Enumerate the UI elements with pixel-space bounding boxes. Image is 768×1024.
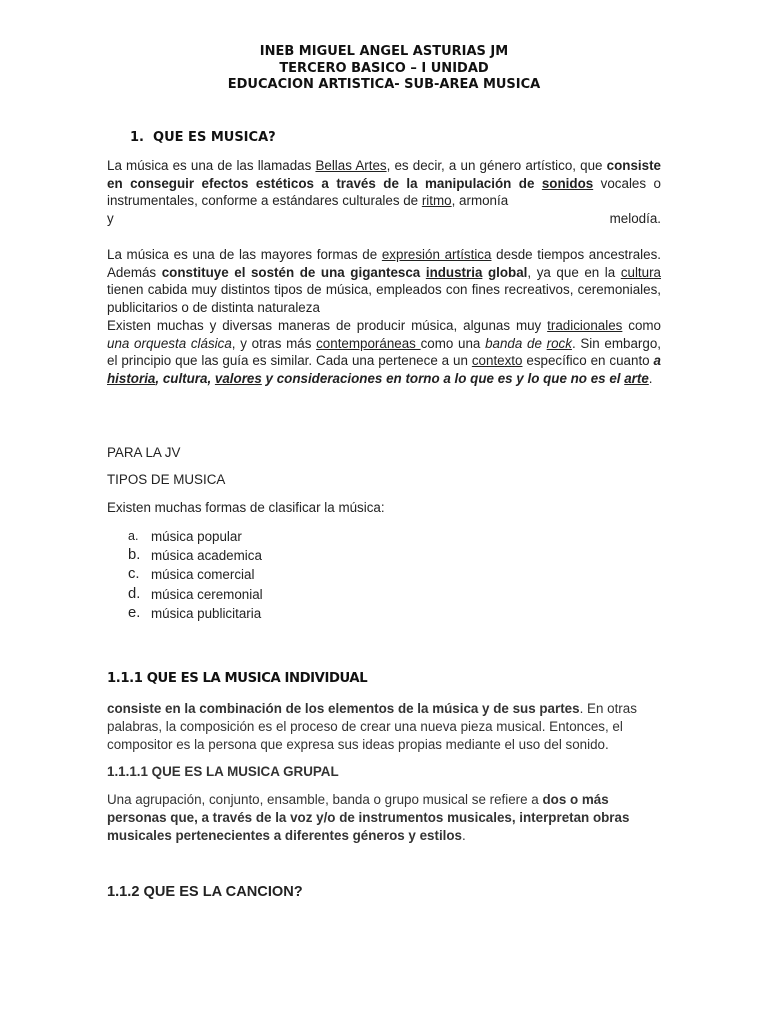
para1-t5: y	[107, 211, 114, 227]
link-cultura[interactable]: cultura	[620, 264, 662, 280]
para2-t6: como	[622, 317, 661, 333]
para2-t2: desde tiempos ancestrales. Además	[107, 247, 661, 280]
para2-bold2: global	[482, 264, 528, 280]
link-rock[interactable]: rock	[546, 335, 572, 351]
link-tradicionales[interactable]: tradicionales	[547, 317, 623, 333]
link-bellas-artes[interactable]: Bellas Artes	[315, 158, 387, 173]
section-111-text: . En otras palabras, la composición es el proceso de crear una nueva pieza musical. Entonces, el compositor es la persona que expresa sus ideas propias mediante el uso del sonido.	[107, 701, 637, 752]
para2-t7: , y otras más	[231, 335, 317, 351]
list-item-label: música academica	[151, 548, 262, 564]
para2-t4: tienen cabida muy distintos tipos de música, empleados con fines recreativos, ceremoniales, publicitarios o de distinta naturaleza	[107, 282, 661, 316]
tipos-heading: TIPOS DE MUSICA	[107, 472, 226, 487]
list-marker: e.	[128, 604, 141, 621]
para2-bi2: , cultura,	[155, 370, 215, 386]
para1-bold: consiste en conseguir efectos estéticos a través de la manipulación de	[107, 158, 661, 191]
list-item	[107, 585, 661, 604]
para2-t3: , ya que en la	[527, 264, 621, 280]
link-expresion-artistica[interactable]: expresión artística	[381, 247, 492, 262]
para2-bold1: constituye el sostén de una gigantesca	[161, 264, 426, 280]
list-item-label: música ceremonial	[151, 586, 263, 602]
para2-continued	[107, 317, 661, 388]
section-1111-paragraph	[107, 791, 661, 844]
para2-italic2: banda de	[485, 335, 547, 351]
link-contexto[interactable]: contexto	[471, 353, 523, 369]
section-1-title: QUE ES MUSICA?	[153, 130, 276, 145]
para2-t5: Existen muchas y diversas maneras de producir música, algunas muy	[107, 317, 548, 333]
section-1-number: 1.	[130, 130, 144, 145]
school-name: INEB MIGUEL ANGEL ASTURIAS JM	[259, 44, 509, 59]
list-marker: d.	[128, 585, 141, 602]
list-item-label: música popular	[151, 529, 242, 544]
paragraph-musica-definition	[107, 157, 661, 228]
para2-italic1: una orquesta clásica	[107, 335, 232, 351]
para2-bi1: a	[653, 353, 661, 369]
section-112-heading: 1.1.2 QUE ES LA CANCION?	[107, 884, 303, 900]
section-1-heading	[130, 130, 530, 145]
link-historia[interactable]: historia	[107, 370, 156, 386]
para2-text	[107, 246, 661, 317]
list-marker: b.	[128, 547, 141, 564]
list-marker: c.	[128, 566, 140, 583]
list-item	[107, 546, 661, 565]
link-contemporaneas[interactable]: contemporáneas	[316, 335, 421, 351]
section-1111-text1: Una agrupación, conjunto, ensamble, banda o grupo musical se refiere a	[107, 792, 543, 807]
clasificar-intro: Existen muchas formas de clasificar la música:	[107, 500, 385, 515]
list-item	[107, 604, 661, 623]
para1-t3: vocales o instrumentales, conforme a estándares culturales de	[107, 175, 661, 209]
section-111-heading: 1.1.1 QUE ES LA MUSICA INDIVIDUAL	[107, 671, 368, 686]
list-item-label: música comercial	[151, 567, 255, 583]
link-sonidos[interactable]: sonidos	[541, 175, 594, 191]
link-ritmo[interactable]: ritmo	[421, 193, 452, 209]
document-header	[0, 44, 768, 94]
para2-t1: La música es una de las mayores formas de	[107, 247, 382, 262]
link-valores[interactable]: valores	[214, 370, 262, 386]
section-1111-bold: dos o más personas que, a través de la voz y/o de instrumentos musicales, interpretan obras musicales pertenecientes a diferentes géneros y estilos	[107, 792, 630, 843]
para1-t2: , es decir, a un género artístico, que	[386, 158, 607, 173]
link-industria[interactable]: industria	[425, 264, 483, 280]
section-1111-text2: .	[462, 827, 466, 843]
grade-unit: TERCERO BASICO – I UNIDAD	[279, 60, 489, 76]
section-111-bold: consiste en la combinación de los elementos de la música y de sus partes	[107, 701, 580, 716]
para2-bi3: y consideraciones en torno a lo que es y lo que no es el	[261, 370, 625, 386]
para1-text	[107, 157, 661, 210]
para2-t8: como una	[420, 335, 486, 351]
para1-t4: , armonía	[451, 193, 509, 209]
section-1111-heading: 1.1.1.1 QUE ES LA MUSICA GRUPAL	[107, 764, 339, 779]
course-name: EDUCACION ARTISTICA- SUB-AREA MUSICA	[227, 77, 541, 92]
tipos-list-container	[107, 527, 661, 623]
list-item	[107, 565, 661, 584]
para2-t11: .	[648, 370, 653, 386]
section-111-paragraph	[107, 700, 661, 753]
paragraph-expresion-artistica	[107, 246, 661, 388]
para-la-jv: PARA LA JV	[107, 445, 181, 460]
list-item-label: música publicitaria	[151, 605, 262, 621]
para2-t9: . Sin embargo, el principio que las guía es similar. Cada una pertenece a un	[107, 335, 661, 369]
para1-t6: melodía.	[609, 211, 661, 227]
list-item	[107, 527, 661, 546]
link-arte[interactable]: arte	[624, 370, 649, 386]
para1-last-line	[107, 210, 661, 228]
list-marker: a.	[128, 529, 139, 543]
tipos-list	[107, 527, 661, 623]
para1-t1: La música es una de las llamadas	[107, 158, 316, 173]
para2-t10: específico en cuanto	[522, 353, 654, 369]
